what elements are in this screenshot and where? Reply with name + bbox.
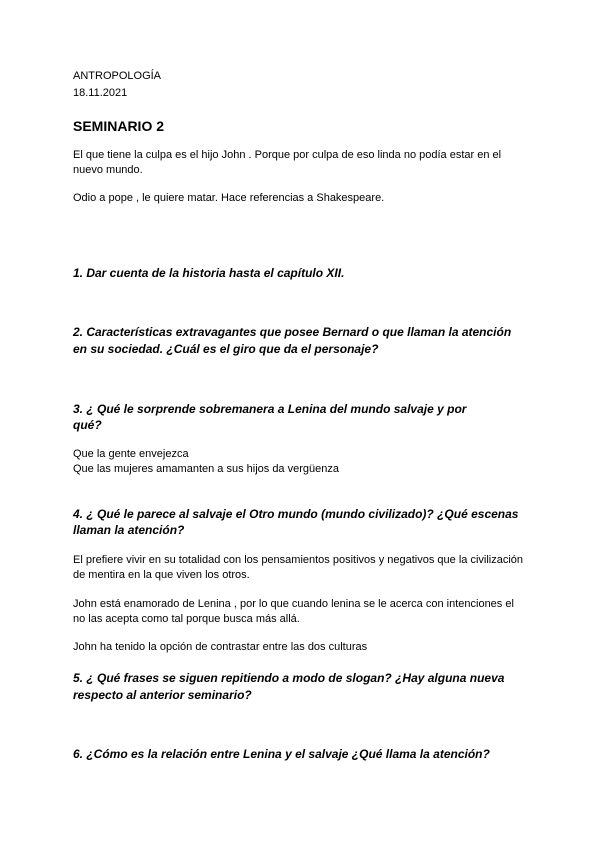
question-4: llaman la atención? — [73, 523, 185, 537]
question-4: 4. ¿ Qué le parece al salvaje el Otro mundo (mundo civilizado)? ¿Qué escenas — [73, 507, 519, 521]
page-title: SEMINARIO 2 — [73, 118, 165, 134]
answer-4-line: El prefiere vivir en su totalidad con los pensamientos positivos y negativos que la civilización — [73, 554, 524, 566]
question-5: respecto al anterior seminario? — [73, 688, 252, 702]
question-2: en su sociedad. ¿Cuál es el giro que da el personaje? — [73, 342, 379, 356]
answer-3-line: Que las mujeres amamanten a sus hijos da vergüenza — [73, 463, 339, 475]
intro-line: Odio a pope , le quiere matar. Hace referencias a Shakespeare. — [73, 192, 385, 204]
question-5: 5. ¿ Qué frases se siguen repitiendo a modo de slogan? ¿Hay alguna nueva — [73, 671, 505, 685]
subject-label: ANTROPOLOGÍA — [73, 70, 162, 82]
date-label: 18.11.2021 — [73, 87, 128, 99]
question-2: 2. Características extravagantes que posee Bernard o que llaman la atención — [73, 325, 512, 339]
answer-4-line: no las acepta como tal porque busca más allá. — [73, 613, 300, 625]
intro-line: El que tiene la culpa es el hijo John . Porque por culpa de eso linda no podía estar en el — [73, 149, 502, 161]
answer-4-line: John ha tenido la opción de contrastar entre las dos culturas — [73, 641, 368, 653]
question-3: 3. ¿ Qué le sorprende sobremanera a Lenina del mundo salvaje y por — [73, 402, 467, 416]
answer-4-line: de mentira en la que viven los otros. — [73, 569, 250, 581]
intro-line: nuevo mundo. — [73, 164, 143, 176]
answer-4-line: John está enamorado de Lenina , por lo que cuando lenina se le acerca con intenciones el — [73, 598, 514, 610]
question-6: 6. ¿Cómo es la relación entre Lenina y el salvaje ¿Qué llama la atención? — [73, 747, 490, 761]
question-3: qué? — [73, 418, 102, 432]
question-1: 1. Dar cuenta de la historia hasta el capítulo XII. — [73, 266, 345, 280]
answer-3-line: Que la gente envejezca — [73, 448, 189, 460]
